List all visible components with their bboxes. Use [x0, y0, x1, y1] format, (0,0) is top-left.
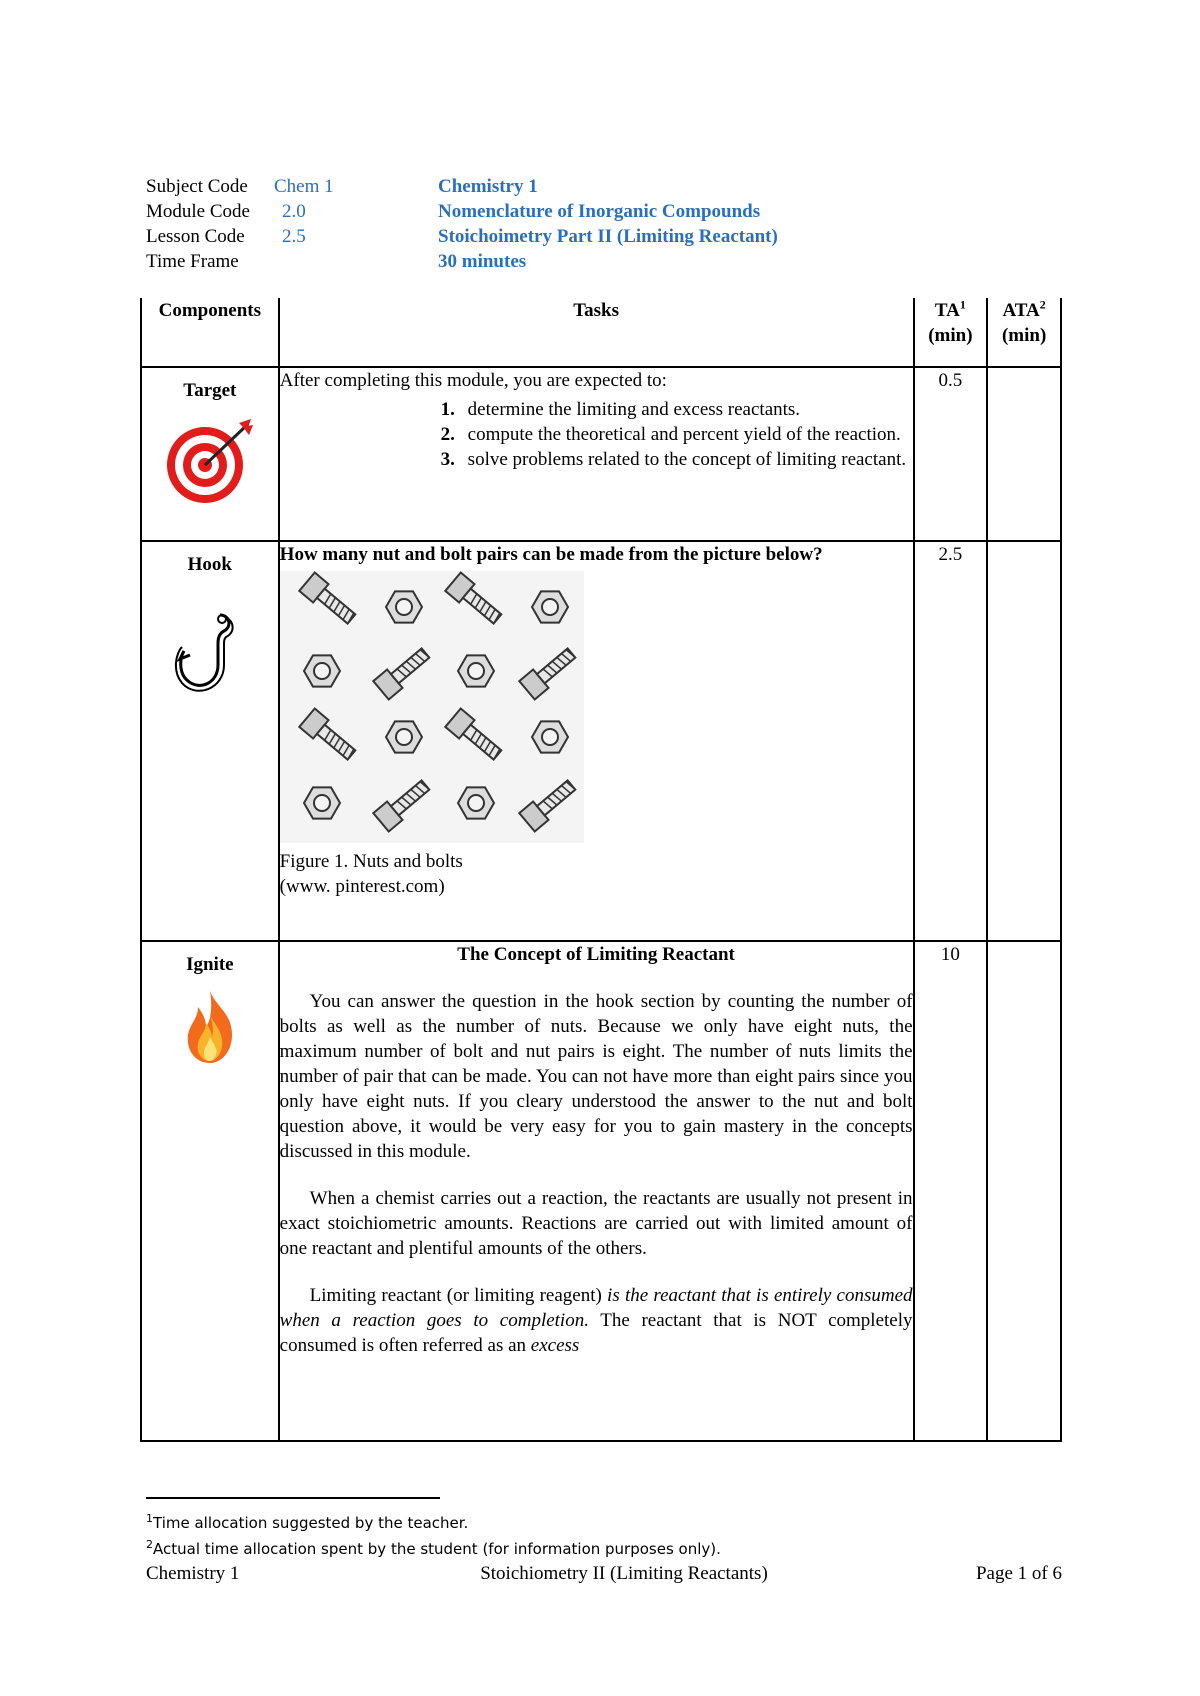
footer-lesson: Stoichiometry II (Limiting Reactants)	[480, 1563, 768, 1584]
hook-ata-cell[interactable]	[987, 541, 1061, 941]
time-frame-label: Time Frame	[146, 251, 239, 272]
footnote-2-mark: 2	[146, 1538, 153, 1551]
module-code-label: Module Code	[146, 201, 250, 222]
nut-hole	[314, 663, 330, 679]
nut-hole	[396, 729, 412, 745]
lesson-code-label: Lesson Code	[146, 226, 245, 247]
target-ta-cell: 0.5	[914, 367, 988, 541]
objective-item: 1. determine the limiting and excess reactants.	[460, 397, 913, 422]
footnote-separator	[146, 1497, 440, 1499]
nut-hole	[314, 795, 330, 811]
hook-row	[141, 541, 1061, 941]
subject-code-value: Chem 1	[274, 176, 334, 197]
lesson-title: Stoichoimetry Part II (Limiting Reactant)	[438, 226, 778, 247]
target-ata-cell[interactable]	[987, 367, 1061, 541]
footer-subject: Chemistry 1	[146, 1563, 240, 1584]
ata-header-unit: (min)	[1001, 325, 1047, 346]
subject-title: Chemistry 1	[438, 176, 538, 197]
objective-item: 2. compute the theoretical and percent yield of the reaction.	[460, 422, 913, 447]
ata-header	[987, 298, 1061, 367]
ignite-label: Ignite	[186, 954, 234, 975]
ignite-ata-cell[interactable]	[987, 941, 1061, 1441]
ignite-excess-term: excess	[530, 1335, 580, 1356]
components-header: Components	[141, 298, 279, 367]
footnote-1	[146, 1512, 468, 1532]
objectives-list	[280, 397, 913, 472]
ignite-paragraph-3-middle: The reactant that is NOT completely consumed is often referred as an	[279, 1310, 913, 1356]
subject-code-label: Subject Code	[146, 176, 248, 197]
flame-icon	[142, 989, 278, 1065]
nut-hole	[468, 663, 484, 679]
nut-hole	[396, 599, 412, 615]
target-icon	[142, 415, 278, 505]
target-tasks-cell	[279, 367, 914, 541]
page-footer	[146, 1563, 1062, 1585]
fish-hook-icon	[142, 607, 278, 697]
nut-hole	[542, 729, 558, 745]
footnote-1-mark: 1	[146, 1512, 153, 1525]
ignite-component-cell	[141, 941, 279, 1441]
hook-question: How many nut and bolt pairs can be made from the picture below?	[279, 544, 823, 565]
ignite-definition: is the reactant that is entirely consumed when a reaction goes to completion.	[279, 1285, 913, 1331]
module-code-value: 2.0	[282, 201, 306, 222]
footnote-2	[146, 1538, 721, 1558]
ata-header-label: ATA	[1002, 300, 1040, 321]
module-title: Nomenclature of Inorganic Compounds	[438, 201, 761, 222]
target-row	[141, 367, 1061, 541]
figure-source: (www. pinterest.com)	[279, 876, 445, 897]
hook-ta-cell: 2.5	[914, 541, 988, 941]
ata-header-footnote-mark: 2	[1039, 297, 1046, 312]
ignite-paragraph-1: You can answer the question in the hook section by counting the number of bolts as well as the number of nuts. Because we only have eight nuts, the maximum number of bolt and nut pairs is eight. The number of nuts limits the number of pair that can be made. You can not have more than eight pairs since you only have eight nuts. If you cleary understood the answer to the nut and bolt question above, it would be very easy for you to gain mastery in the concepts discussed in this module.	[279, 991, 913, 1162]
ignite-paragraph-2: When a chemist carries out a reaction, the reactants are usually not present in exact stoichiometric amounts. Reactions are carried out with limited amount of one reactant and plentiful amounts of the others.	[279, 1188, 913, 1259]
objective-item: 3. solve problems related to the concept of limiting reactant.	[460, 447, 913, 472]
module-header	[146, 174, 778, 274]
tasks-header: Tasks	[279, 298, 914, 367]
time-frame-value: 30 minutes	[438, 251, 527, 272]
ta-header-footnote-mark: 1	[959, 297, 966, 312]
table-header-row	[141, 298, 1061, 367]
target-component-cell	[141, 367, 279, 541]
ignite-tasks-cell	[279, 941, 914, 1441]
nuts-and-bolts-figure	[280, 571, 913, 843]
hook-tasks-cell	[279, 541, 914, 941]
lesson-code-value: 2.5	[282, 226, 306, 247]
footnote-2-text: Actual time allocation spent by the student (for information purposes only).	[153, 1540, 721, 1558]
ignite-paragraph-3-start: Limiting reactant (or limiting reagent)	[309, 1285, 608, 1306]
target-intro: After completing this module, you are expected to:	[279, 370, 667, 391]
hook-component-cell	[141, 541, 279, 941]
ignite-ta-cell: 10	[914, 941, 988, 1441]
ignite-row	[141, 941, 1061, 1441]
ignite-title: The Concept of Limiting Reactant	[457, 944, 735, 965]
time-frame-spacer	[274, 249, 438, 274]
ta-header-unit: (min)	[928, 325, 973, 346]
nut-hole	[542, 599, 558, 615]
footnote-1-text: Time allocation suggested by the teacher.	[153, 1514, 469, 1532]
figure-caption: Figure 1. Nuts and bolts	[279, 851, 463, 872]
ta-header-label: TA	[934, 300, 960, 321]
footer-page-number: Page 1 of 6	[975, 1563, 1062, 1584]
module-table	[140, 298, 1062, 1442]
nut-hole	[468, 795, 484, 811]
target-label: Target	[183, 380, 237, 401]
hook-label: Hook	[187, 554, 233, 575]
ignite-paragraph-3	[280, 1283, 913, 1358]
ta-header	[914, 298, 988, 367]
